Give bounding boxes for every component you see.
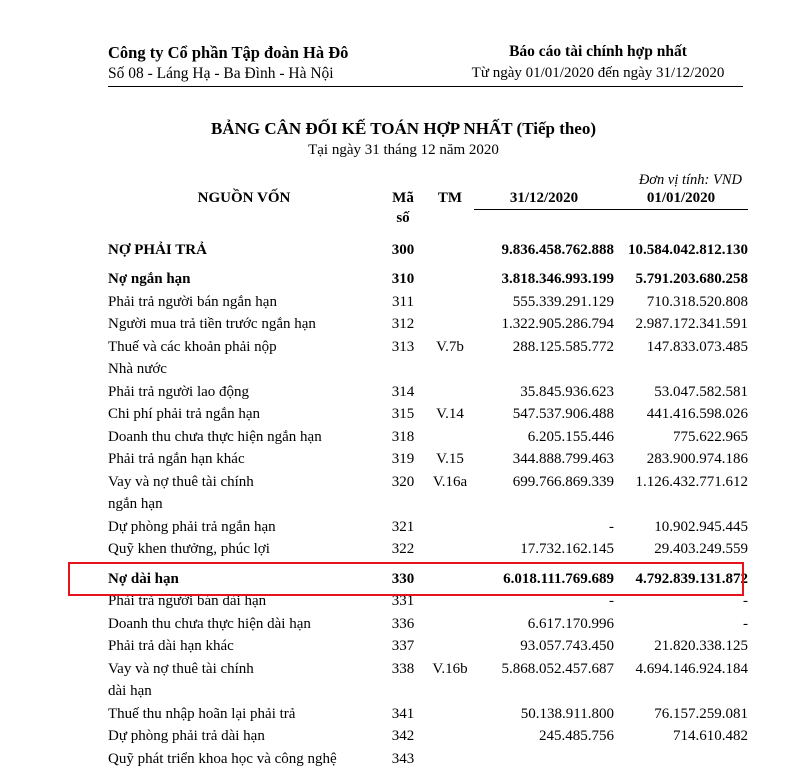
table-header-row bbox=[108, 190, 748, 210]
row-note-ref bbox=[426, 590, 474, 613]
row-code bbox=[380, 358, 426, 381]
row-value-current bbox=[474, 493, 614, 516]
row-value-current: 17.732.162.145 bbox=[474, 538, 614, 561]
header-name: NGUỒN VỐN bbox=[108, 190, 380, 210]
row-label: Thuế và các khoản phải nộp bbox=[108, 336, 380, 359]
row-note-ref bbox=[426, 313, 474, 336]
row-label: Nợ dài hạn bbox=[108, 568, 380, 591]
header-code: Mã bbox=[380, 190, 426, 210]
table-row bbox=[108, 381, 748, 404]
row-label: Vay và nợ thuê tài chính bbox=[108, 658, 380, 681]
row-note-ref: V.15 bbox=[426, 448, 474, 471]
row-value-current: - bbox=[474, 590, 614, 613]
row-label: Người mua trả tiền trước ngắn hạn bbox=[108, 313, 380, 336]
row-value-current bbox=[474, 680, 614, 703]
row-value-previous: 147.833.073.485 bbox=[614, 336, 748, 359]
row-note-ref bbox=[426, 268, 474, 291]
row-value-previous bbox=[614, 680, 748, 703]
row-value-previous: - bbox=[614, 590, 748, 613]
row-code: 341 bbox=[380, 703, 426, 726]
row-code: 342 bbox=[380, 725, 426, 748]
row-value-current: 5.868.052.457.687 bbox=[474, 658, 614, 681]
table-row bbox=[108, 471, 748, 494]
balance-sheet-table bbox=[108, 190, 748, 770]
row-label: Dự phòng phải trả dài hạn bbox=[108, 725, 380, 748]
row-label: dài hạn bbox=[108, 680, 380, 703]
row-value-previous: 2.987.172.341.591 bbox=[614, 313, 748, 336]
row-code: 336 bbox=[380, 613, 426, 636]
row-code: 312 bbox=[380, 313, 426, 336]
row-value-current: 547.537.906.488 bbox=[474, 403, 614, 426]
row-value-previous: - bbox=[614, 613, 748, 636]
row-value-previous: 53.047.582.581 bbox=[614, 381, 748, 404]
row-label: Thuế thu nhập hoãn lại phải trả bbox=[108, 703, 380, 726]
row-note-ref: V.14 bbox=[426, 403, 474, 426]
row-label: Quỹ phát triển khoa học và công nghệ bbox=[108, 748, 380, 770]
row-note-ref bbox=[426, 538, 474, 561]
header-previous-period: 01/01/2020 bbox=[614, 190, 748, 210]
table-row bbox=[108, 448, 748, 471]
table-row bbox=[108, 336, 748, 359]
header-tm: TM bbox=[426, 190, 474, 210]
row-label: Phải trả người bán ngắn hạn bbox=[108, 291, 380, 314]
row-value-current: - bbox=[474, 516, 614, 539]
row-label: Doanh thu chưa thực hiện ngắn hạn bbox=[108, 426, 380, 449]
table-row bbox=[108, 658, 748, 681]
row-value-previous bbox=[614, 358, 748, 381]
row-code: 337 bbox=[380, 635, 426, 658]
row-value-current bbox=[474, 358, 614, 381]
row-note-ref bbox=[426, 725, 474, 748]
row-note-ref: V.16a bbox=[426, 471, 474, 494]
row-value-previous: 4.694.146.924.184 bbox=[614, 658, 748, 681]
row-value-previous: 21.820.338.125 bbox=[614, 635, 748, 658]
table-row bbox=[108, 358, 748, 381]
table-row bbox=[108, 748, 748, 770]
page-header bbox=[108, 42, 743, 85]
table-row bbox=[108, 239, 748, 262]
header-spacer bbox=[108, 229, 748, 239]
row-value-previous bbox=[614, 493, 748, 516]
row-code: 321 bbox=[380, 516, 426, 539]
header-current-sub bbox=[474, 210, 614, 229]
row-value-previous: 4.792.839.131.872 bbox=[614, 568, 748, 591]
row-code: 310 bbox=[380, 268, 426, 291]
row-code bbox=[380, 493, 426, 516]
row-label: Phải trả ngắn hạn khác bbox=[108, 448, 380, 471]
table-row bbox=[108, 268, 748, 291]
row-code: 320 bbox=[380, 471, 426, 494]
table-row bbox=[108, 403, 748, 426]
row-note-ref bbox=[426, 516, 474, 539]
row-code: 318 bbox=[380, 426, 426, 449]
table-row bbox=[108, 426, 748, 449]
row-note-ref bbox=[426, 635, 474, 658]
row-note-ref bbox=[426, 493, 474, 516]
row-value-current: 3.818.346.993.199 bbox=[474, 268, 614, 291]
row-value-previous bbox=[614, 748, 748, 770]
table-row bbox=[108, 493, 748, 516]
row-note-ref: V.16b bbox=[426, 658, 474, 681]
table-row bbox=[108, 635, 748, 658]
header-divider bbox=[108, 86, 743, 87]
table-row bbox=[108, 291, 748, 314]
company-address: Số 08 - Láng Hạ - Ba Đình - Hà Nội bbox=[108, 64, 438, 85]
row-note-ref bbox=[426, 358, 474, 381]
table-body bbox=[108, 239, 748, 770]
row-code bbox=[380, 680, 426, 703]
table-row bbox=[108, 568, 748, 591]
row-value-current: 50.138.911.800 bbox=[474, 703, 614, 726]
table-row bbox=[108, 725, 748, 748]
header-previous-sub bbox=[614, 210, 748, 229]
row-code: 322 bbox=[380, 538, 426, 561]
row-spacer bbox=[108, 261, 748, 268]
report-title: Báo cáo tài chính hợp nhất bbox=[453, 42, 743, 63]
table-row bbox=[108, 516, 748, 539]
row-code: 313 bbox=[380, 336, 426, 359]
row-value-previous: 29.403.249.559 bbox=[614, 538, 748, 561]
row-label: Phải trả người bán dài hạn bbox=[108, 590, 380, 613]
row-code: 331 bbox=[380, 590, 426, 613]
table-header-subrow bbox=[108, 210, 748, 229]
row-note-ref bbox=[426, 680, 474, 703]
row-value-previous: 283.900.974.186 bbox=[614, 448, 748, 471]
row-code: 319 bbox=[380, 448, 426, 471]
row-note-ref bbox=[426, 381, 474, 404]
row-value-previous: 441.416.598.026 bbox=[614, 403, 748, 426]
row-value-current: 699.766.869.339 bbox=[474, 471, 614, 494]
row-code: 311 bbox=[380, 291, 426, 314]
row-note-ref bbox=[426, 291, 474, 314]
table-row bbox=[108, 538, 748, 561]
document-subtitle: Tại ngày 31 tháng 12 năm 2020 bbox=[0, 142, 807, 159]
header-current-period: 31/12/2020 bbox=[474, 190, 614, 210]
row-note-ref bbox=[426, 703, 474, 726]
currency-unit-note: Đơn vị tính: VND bbox=[0, 172, 742, 189]
row-value-current: 555.339.291.129 bbox=[474, 291, 614, 314]
table-row bbox=[108, 590, 748, 613]
row-label: Quỹ khen thưởng, phúc lợi bbox=[108, 538, 380, 561]
row-value-previous: 710.318.520.808 bbox=[614, 291, 748, 314]
row-code: 343 bbox=[380, 748, 426, 770]
header-name-sub bbox=[108, 210, 380, 229]
row-value-current: 6.205.155.446 bbox=[474, 426, 614, 449]
row-value-current: 344.888.799.463 bbox=[474, 448, 614, 471]
row-label: Nợ ngắn hạn bbox=[108, 268, 380, 291]
row-value-current: 288.125.585.772 bbox=[474, 336, 614, 359]
row-code: 300 bbox=[380, 239, 426, 262]
row-label: Dự phòng phải trả ngắn hạn bbox=[108, 516, 380, 539]
row-note-ref bbox=[426, 239, 474, 262]
table-row bbox=[108, 703, 748, 726]
row-note-ref bbox=[426, 568, 474, 591]
row-value-current: 9.836.458.762.888 bbox=[474, 239, 614, 262]
table-row bbox=[108, 613, 748, 636]
row-value-previous: 76.157.259.081 bbox=[614, 703, 748, 726]
row-value-current: 245.485.756 bbox=[474, 725, 614, 748]
row-note-ref: V.7b bbox=[426, 336, 474, 359]
row-label: Chi phí phải trả ngắn hạn bbox=[108, 403, 380, 426]
header-code-sub: số bbox=[380, 210, 426, 229]
row-label: Phải trả người lao động bbox=[108, 381, 380, 404]
table-row bbox=[108, 313, 748, 336]
row-value-current: 6.617.170.996 bbox=[474, 613, 614, 636]
header-report-block bbox=[453, 42, 743, 83]
row-label: Doanh thu chưa thực hiện dài hạn bbox=[108, 613, 380, 636]
row-note-ref bbox=[426, 748, 474, 770]
row-code: 330 bbox=[380, 568, 426, 591]
row-value-current: 6.018.111.769.689 bbox=[474, 568, 614, 591]
report-period: Từ ngày 01/01/2020 đến ngày 31/12/2020 bbox=[453, 63, 743, 83]
row-value-previous: 714.610.482 bbox=[614, 725, 748, 748]
row-label: Nhà nước bbox=[108, 358, 380, 381]
row-label: ngắn hạn bbox=[108, 493, 380, 516]
row-code: 338 bbox=[380, 658, 426, 681]
row-value-previous: 10.902.945.445 bbox=[614, 516, 748, 539]
row-value-current: 93.057.743.450 bbox=[474, 635, 614, 658]
row-note-ref bbox=[426, 426, 474, 449]
row-spacer bbox=[108, 561, 748, 568]
row-value-current bbox=[474, 748, 614, 770]
header-company-block bbox=[108, 42, 438, 85]
row-code: 314 bbox=[380, 381, 426, 404]
row-label: Phải trả dài hạn khác bbox=[108, 635, 380, 658]
row-label: Vay và nợ thuê tài chính bbox=[108, 471, 380, 494]
table-row bbox=[108, 680, 748, 703]
header-tm-sub bbox=[426, 210, 474, 229]
row-value-previous: 775.622.965 bbox=[614, 426, 748, 449]
row-value-previous: 5.791.203.680.258 bbox=[614, 268, 748, 291]
row-value-previous: 1.126.432.771.612 bbox=[614, 471, 748, 494]
row-code: 315 bbox=[380, 403, 426, 426]
row-note-ref bbox=[426, 613, 474, 636]
company-name: Công ty Cổ phần Tập đoàn Hà Đô bbox=[108, 42, 438, 64]
row-value-current: 1.322.905.286.794 bbox=[474, 313, 614, 336]
row-label: NỢ PHẢI TRẢ bbox=[108, 239, 380, 262]
row-value-previous: 10.584.042.812.130 bbox=[614, 239, 748, 262]
document-title: BẢNG CÂN ĐỐI KẾ TOÁN HỢP NHẤT (Tiếp theo) bbox=[0, 119, 807, 139]
row-value-current: 35.845.936.623 bbox=[474, 381, 614, 404]
